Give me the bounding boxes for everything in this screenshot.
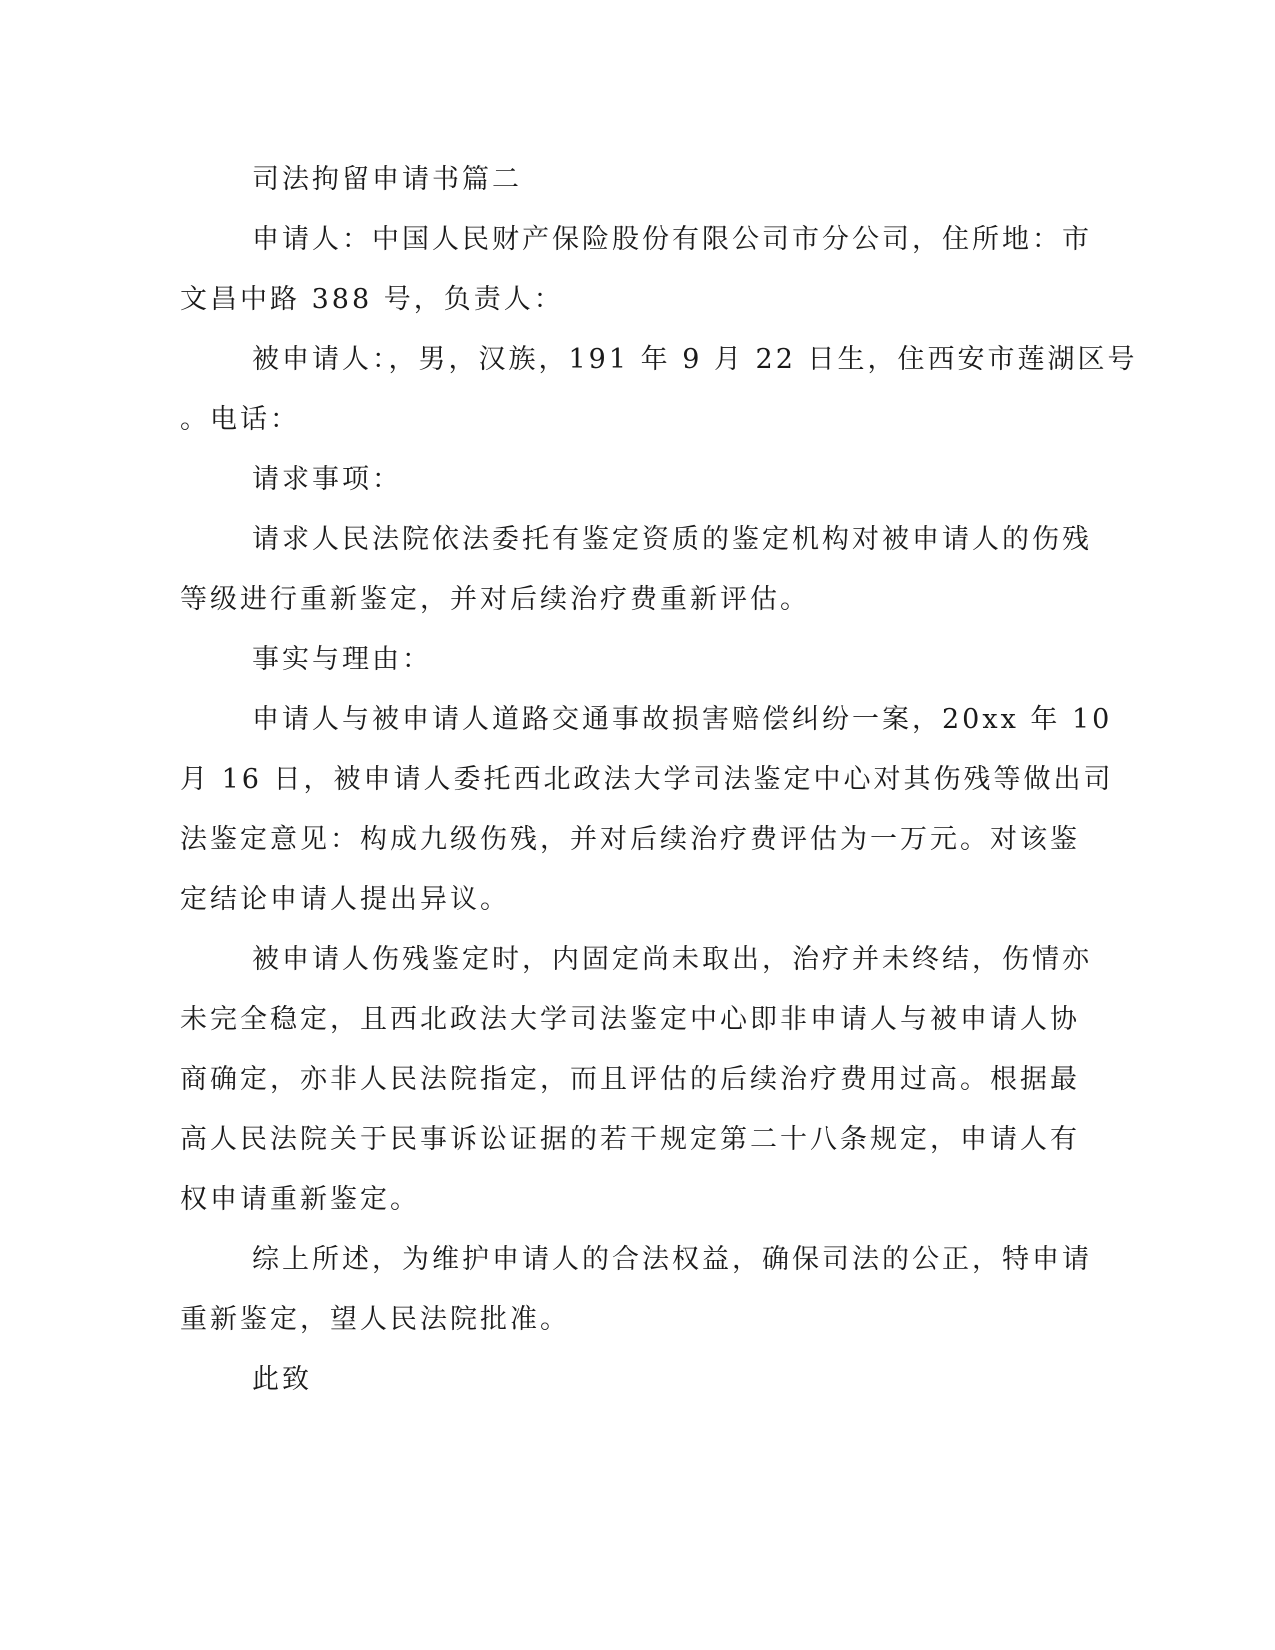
reasons-paragraph-cont: 权申请重新鉴定。 [180, 1184, 420, 1215]
document-page [180, 150, 1138, 1410]
reasons-paragraph-cont: 商确定，亦非人民法院指定，而且评估的后续治疗费用过高。根据最 [180, 1064, 1080, 1095]
respondent-line: 被申请人：，男，汉族，191 年 9 月 22 日生，住西安市莲湖区号 [252, 344, 1138, 375]
facts-heading: 事实与理由： [252, 644, 432, 675]
document-title: 司法拘留申请书篇二 [252, 164, 522, 195]
facts-paragraph-cont: 月 16 日，被申请人委托西北政法大学司法鉴定中心对其伤残等做出司 [180, 764, 1114, 795]
facts-paragraph-cont: 定结论申请人提出异议。 [180, 884, 510, 915]
requests-heading: 请求事项： [252, 464, 402, 495]
conclusion-paragraph: 综上所述，为维护申请人的合法权益，确保司法的公正，特申请 [252, 1244, 1092, 1275]
facts-paragraph: 申请人与被申请人道路交通事故损害赔偿纠纷一案，20xx 年 10 [252, 704, 1113, 735]
conclusion-paragraph-cont: 重新鉴定，望人民法院批准。 [180, 1304, 570, 1335]
applicant-line: 申请人：中国人民财产保险股份有限公司市分公司，住所地：市 [252, 224, 1092, 255]
requests-paragraph: 请求人民法院依法委托有鉴定资质的鉴定机构对被申请人的伤残 [252, 524, 1092, 555]
requests-paragraph-cont: 等级进行重新鉴定，并对后续治疗费重新评估。 [180, 584, 810, 615]
closing-salutation: 此致 [252, 1364, 312, 1395]
applicant-line-cont: 文昌中路 388 号，负责人： [180, 284, 564, 315]
reasons-paragraph: 被申请人伤残鉴定时，内固定尚未取出，治疗并未终结，伤情亦 [252, 944, 1092, 975]
reasons-paragraph-cont: 高人民法院关于民事诉讼证据的若干规定第二十八条规定，申请人有 [180, 1124, 1080, 1155]
respondent-line-cont: 。电话： [180, 404, 300, 435]
facts-paragraph-cont: 法鉴定意见：构成九级伤残，并对后续治疗费评估为一万元。对该鉴 [180, 824, 1080, 855]
reasons-paragraph-cont: 未完全稳定，且西北政法大学司法鉴定中心即非申请人与被申请人协 [180, 1004, 1080, 1035]
